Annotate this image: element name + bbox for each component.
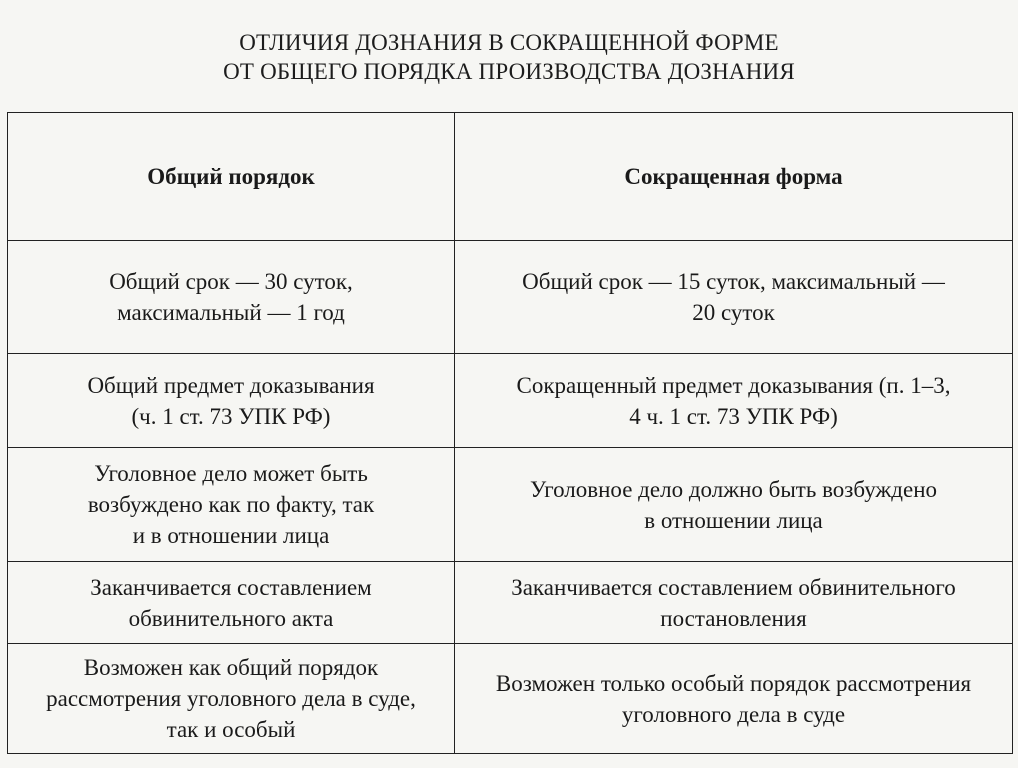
cell-text-line: уголовного дела в суде bbox=[621, 701, 846, 727]
title-line-2: ОТ ОБЩЕГО ПОРЯДКА ПРОИЗВОДСТВА ДОЗНАНИЯ bbox=[223, 59, 795, 84]
cell-short bbox=[455, 644, 1013, 754]
cell-text-line: Общий срок — 30 суток, bbox=[109, 269, 353, 294]
cell-short bbox=[455, 241, 1013, 354]
cell-text-line: Заканчивается составлением bbox=[90, 574, 372, 600]
cell-general bbox=[8, 448, 455, 562]
cell-text-line: Заканчивается составлением обвинительного bbox=[511, 574, 956, 600]
cell-text-line: Уголовное дело должно быть возбуждено bbox=[529, 476, 938, 502]
cell-text-line: (ч. 1 ст. 73 УПК РФ) bbox=[131, 403, 331, 429]
table-row bbox=[8, 241, 1013, 354]
cell-text-line: в отношении лица bbox=[644, 507, 823, 533]
cell-text-line: и в отношении лица bbox=[132, 523, 330, 548]
document-title bbox=[0, 28, 1018, 86]
cell-general bbox=[8, 241, 455, 354]
table-header-row bbox=[8, 113, 1013, 241]
header-short-form: Сокращенная форма bbox=[455, 113, 1013, 241]
cell-text-line: Общий предмет доказывания bbox=[87, 372, 375, 398]
cell-short bbox=[455, 354, 1013, 448]
cell-general bbox=[8, 562, 455, 644]
cell-text-line: Сокращенный предмет доказывания (п. 1–3, bbox=[516, 372, 951, 398]
header-general-procedure: Общий порядок bbox=[8, 113, 455, 241]
cell-short bbox=[455, 562, 1013, 644]
cell-text-line: Уголовное дело может быть bbox=[94, 461, 368, 486]
cell-text-line: максимальный — 1 год bbox=[117, 300, 345, 325]
cell-text-line: 4 ч. 1 ст. 73 УПК РФ) bbox=[629, 403, 838, 429]
table-row bbox=[8, 644, 1013, 754]
cell-text-line: обвинительного акта bbox=[128, 605, 334, 631]
cell-text-line: Возможен как общий порядок bbox=[83, 655, 379, 680]
title-line-1: ОТЛИЧИЯ ДОЗНАНИЯ В СОКРАЩЕННОЙ ФОРМЕ bbox=[239, 30, 779, 55]
table-row bbox=[8, 354, 1013, 448]
cell-general bbox=[8, 644, 455, 754]
cell-general bbox=[8, 354, 455, 448]
cell-text-line: 20 суток bbox=[692, 300, 775, 325]
cell-text-line: возбуждено как по факту, так bbox=[87, 492, 375, 517]
comparison-table bbox=[7, 112, 1013, 754]
cell-text-line: так и особый bbox=[166, 717, 296, 742]
table-row bbox=[8, 448, 1013, 562]
cell-text-line: Общий срок — 15 суток, максимальный — bbox=[522, 269, 945, 294]
cell-text-line: постановления bbox=[660, 605, 807, 631]
table-row bbox=[8, 562, 1013, 644]
cell-short bbox=[455, 448, 1013, 562]
cell-text-line: рассмотрения уголовного дела в суде, bbox=[46, 686, 416, 711]
cell-text-line: Возможен только особый порядок рассмотрения bbox=[495, 670, 972, 696]
